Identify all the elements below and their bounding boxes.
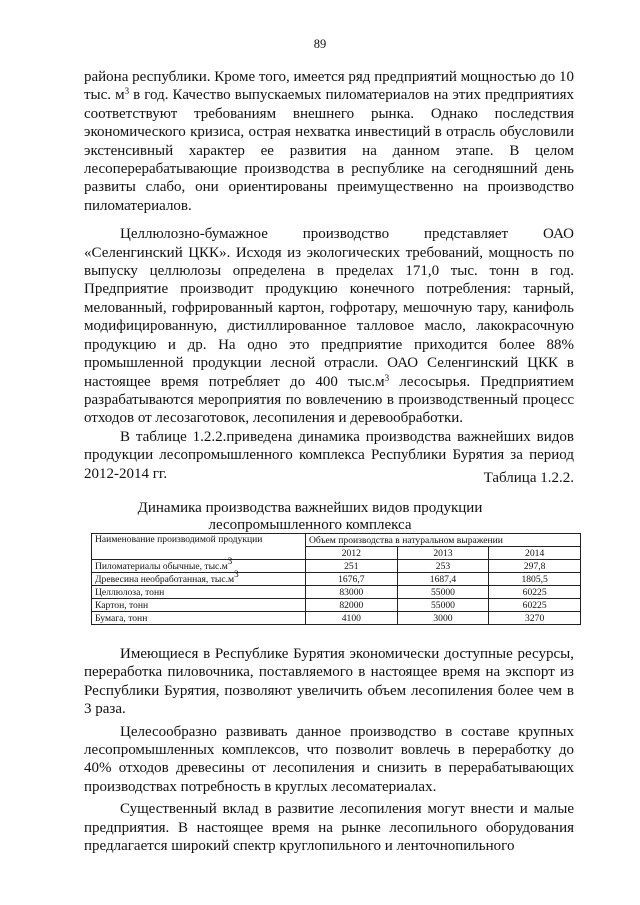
page-number: 89: [313, 37, 327, 51]
paragraph-6: Существенный вклад в развитие лесопиления могут внести и малые предприятия. В настоящее время на рынке лесопильного оборудования предлагается широкий спектр круглопильного и ленточнопильного: [84, 801, 574, 855]
cell-value: 1805,5: [489, 573, 581, 586]
text-block-lower: [84, 645, 574, 855]
year-2013: 2013: [397, 547, 489, 560]
paragraph-5: Целесообразно развивать данное производство в составе крупных лесопромышленных комплексов, что позволит вовлечь в переработку до 40% отходов древесины от лесопиления и снизить в перерабатывающих производствах потребность в круглых лесоматериалах.: [84, 723, 574, 795]
cell-value: 3000: [397, 612, 489, 625]
cell-value: 60225: [489, 599, 581, 612]
table-row: [92, 612, 581, 625]
row-name: Картон, тонн: [92, 599, 306, 612]
row-name: Целлюлоза, тонн: [92, 586, 306, 599]
cell-value: 1676,7: [306, 573, 398, 586]
cell-value: 4100: [306, 612, 398, 625]
table-title: Динамика производства важнейших видов продукции лесопромышленного комплекса: [137, 500, 483, 533]
table-row: [92, 573, 581, 586]
table-label: Таблица 1.2.2.: [483, 470, 574, 486]
cell-value: 251: [306, 560, 398, 573]
paragraph-3: В таблице 1.2.2.приведена динамика производства важнейших видов продукции лесопромышленного комплекса Республики Бурятия за период 2012-2014 гг.: [84, 428, 574, 482]
cell-value: 253: [397, 560, 489, 573]
table-header-row: [92, 534, 581, 547]
cell-value: 60225: [489, 586, 581, 599]
header-volume: Объем производства в натуральном выражении: [306, 534, 581, 547]
row-name: Древесина необработанная, $тыс.м^3$: [92, 573, 306, 586]
cell-value: 55000: [397, 599, 489, 612]
paragraph-4: Имеющиеся в Республике Бурятия экономически доступные ресурсы, переработка пиловочника, поставляемого в настоящее время на экспорт из Республики Бурятия, позволяют увеличить объем лесопиления более чем в 3 раза.: [84, 646, 574, 718]
year-2012: 2012: [306, 547, 398, 560]
cell-value: 3270: [489, 612, 581, 625]
table-row: [92, 586, 581, 599]
table-row: [92, 560, 581, 573]
row-name: Бумага, тонн: [92, 612, 306, 625]
table-row: [92, 599, 581, 612]
cell-value: 1687,4: [397, 573, 489, 586]
production-table: [91, 533, 581, 625]
cell-value: 55000: [397, 586, 489, 599]
paragraph-1: района республики. Кроме того, имеется ряд предприятий мощностью до 10 тыс. $м^3$ в год. Качество выпускаемых пиломатериалов на этих предприятиях соответствуют требованиям внешнего рынка. Однако последствия экономического кризиса, острая нехватка инвестиций в отрасль обусловили экстенсивный характер ее развития на данном этапе. В целом лесоперерабатывающие производства в республике на сегодняшний день развиты слабо, они ориентированы преимущественно на производство пиломатериалов.: [84, 69, 574, 214]
text-block-upper: [84, 68, 574, 483]
cell-value: 82000: [306, 599, 398, 612]
cell-value: 297,8: [489, 560, 581, 573]
header-product-name: Наименование производимой продукции: [92, 534, 306, 560]
cell-value: 83000: [306, 586, 398, 599]
paragraph-2: Целлюлозно-бумажное производство представляет ОАО «Селенгинский ЦКК». Исходя из экологических требований, мощность по выпуску целлюлозы определена в пределах 171,0 тыс. тонн в год. Предприятие производит продукцию конечного потребления: тарный, мелованный, гофрированный картон, гофротару, мешочную тару, канифоль модифицированную, дистиллированное талловое масло, лакокрасочную продукцию и др. На одно это предприятие приходится более 88% промышленной продукции лесной отрасли. ОАО Селенгинский ЦКК в настоящее время потребляет до 400 $тыс.м^3$ лесосырья. Предприятием разрабатываются мероприятия по вовлечению в производственный процесс отходов от лесозаготовок, лесопиления и деревообработки.: [84, 226, 574, 427]
row-name: Пиломатериалы обычные, $тыс.м^3$: [92, 560, 306, 573]
year-2014: 2014: [489, 547, 581, 560]
